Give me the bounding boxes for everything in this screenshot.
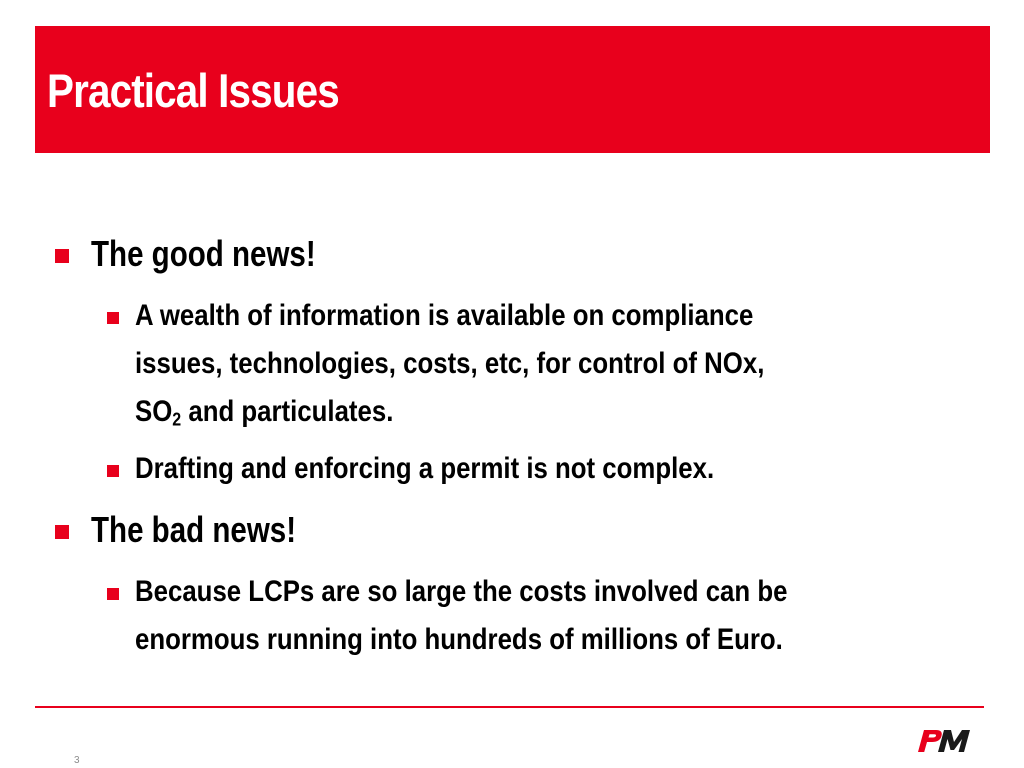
text-line: issues, technologies, costs, etc, for control of NOx, — [135, 347, 765, 380]
pm-logo-icon — [912, 726, 980, 754]
bullet-good-news — [55, 232, 365, 276]
subscript: 2 — [172, 408, 182, 430]
sub-bullet-text — [135, 292, 764, 436]
page-number: 3 — [74, 755, 80, 766]
footer-divider — [35, 706, 984, 708]
bullet-text: The bad news! — [91, 509, 297, 550]
bullet-bad-news — [55, 508, 341, 552]
text-line: A wealth of information is available on compliance — [135, 299, 754, 332]
sub-bullet-drafting — [107, 445, 808, 493]
square-bullet-icon — [107, 465, 119, 477]
sub-bullet-text — [135, 568, 787, 664]
text-fragment: and particulates. — [181, 395, 394, 428]
text-line: enormous running into hundreds of millions of Euro. — [135, 623, 783, 656]
square-bullet-icon — [107, 312, 119, 324]
square-bullet-icon — [55, 525, 69, 539]
chemical-formula: SO — [135, 395, 173, 428]
text-line: Because LCPs are so large the costs involved can be — [135, 575, 788, 608]
bullet-text: The good news! — [91, 233, 316, 274]
slide-title: Practical Issues — [47, 64, 339, 117]
sub-bullet-text: Drafting and enforcing a permit is not complex. — [135, 452, 715, 485]
sub-bullet-lcps — [107, 568, 894, 664]
sub-bullet-information — [107, 292, 867, 436]
square-bullet-icon — [107, 588, 119, 600]
square-bullet-icon — [55, 249, 69, 263]
text-line — [135, 388, 764, 436]
